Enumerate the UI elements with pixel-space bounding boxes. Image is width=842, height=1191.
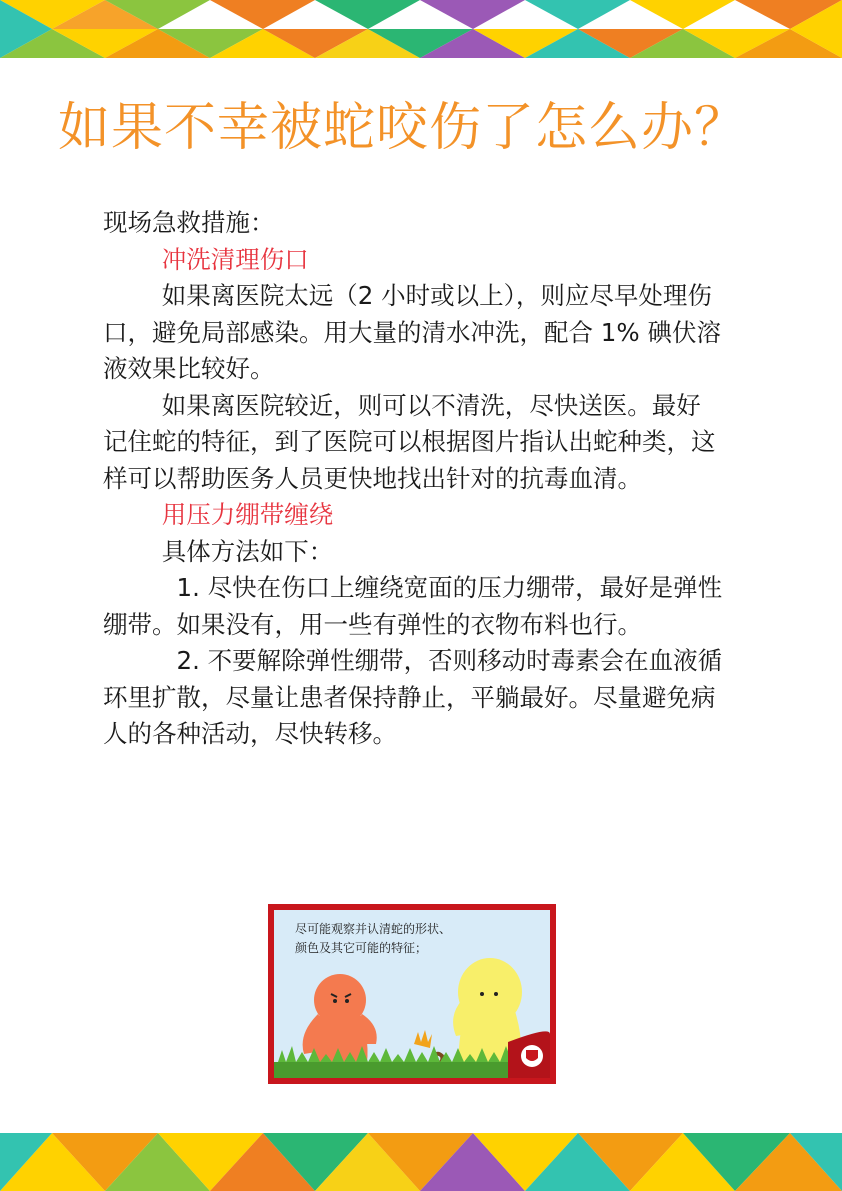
paragraph-far-hospital: 如果离医院太远（2 小时或以上），则应尽早处理伤口，避免局部感染。用大量的清水冲洗，配合 1% 碘伏溶液效果比较好。: [103, 281, 721, 383]
intro-text: 现场急救措施：: [103, 208, 275, 237]
caption-line-1: 尽可能观察并认清蛇的形状、: [295, 922, 452, 936]
bottom-decorative-band: [0, 1133, 842, 1191]
step-1: 1. 尽快在伤口上缠绕宽面的压力绷带，最好是弹性绷带。如果没有，用一些有弹性的衣物布料也行。: [103, 573, 723, 639]
section-heading-bandage: 用压力绷带缠绕: [161, 500, 334, 529]
caption-line-2: 颜色及其它可能的特征；: [295, 941, 428, 955]
page-title: 如果不幸被蛇咬伤了怎么办？: [58, 98, 748, 158]
top-decorative-band: [0, 0, 842, 58]
illustration-caption: [295, 920, 525, 958]
step-2: 2. 不要解除弹性绷带，否则移动时毒素会在血液循环里扩散，尽量让患者保持静止，平躺最好。尽量避免病人的各种活动，尽快转移。: [103, 646, 723, 748]
paragraph-near-hospital: 如果离医院较近，则可以不清洗，尽快送医。最好记住蛇的特征，到了医院可以根据图片指认出蛇种类，这样可以帮助医务人员更快地找出针对的抗毒血清。: [103, 390, 716, 493]
method-intro: 具体方法如下：: [161, 536, 334, 566]
section-heading-rinse: 冲洗清理伤口: [161, 244, 309, 274]
article-body: [103, 205, 723, 753]
